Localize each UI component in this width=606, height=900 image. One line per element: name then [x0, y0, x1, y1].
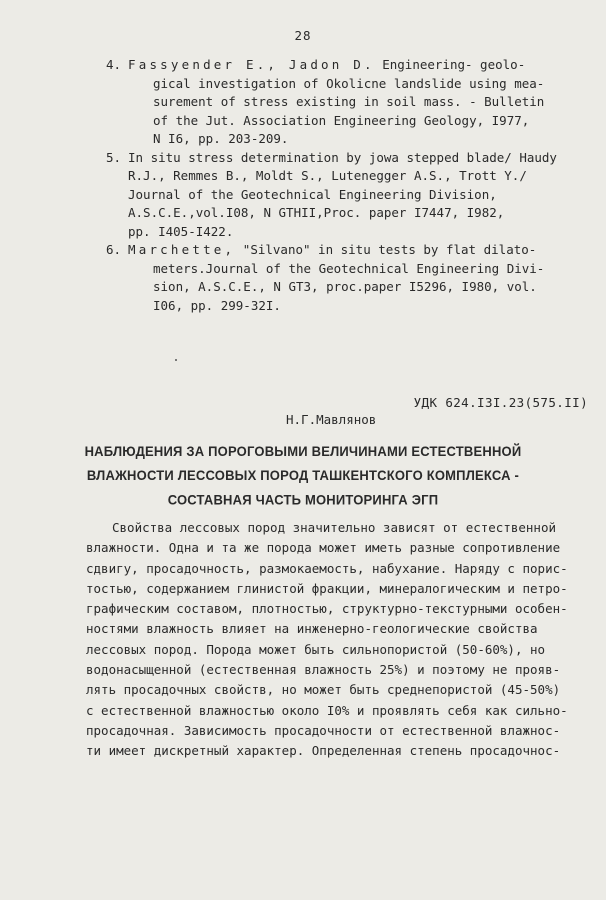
reference-body [128, 149, 596, 242]
scan-speck [175, 359, 177, 361]
reference-number: 5. [106, 149, 122, 165]
reference-body [128, 56, 596, 149]
reference-body [128, 241, 596, 315]
reference-item [106, 56, 596, 149]
reference-line: gical investigation of Okolicne landslide using mea- [153, 75, 545, 91]
article-body [86, 518, 586, 762]
reference-item [106, 149, 596, 242]
reference-line: I06, pp. 299-32I. [153, 297, 281, 313]
reference-authors: Marchette, [128, 242, 236, 257]
udc-code: УДК 624.I3I.23(575.II) [413, 395, 588, 410]
body-line: влажности. Одна и та же порода может иметь разные сопротивление [86, 540, 561, 556]
reference-line: N I6, pp. 203-209. [153, 131, 289, 146]
title-line: НАБЛЮДЕНИЯ ЗА ПОРОГОВЫМИ ВЕЛИЧИНАМИ ЕСТЕСТВЕННОЙ [84, 443, 522, 460]
body-line: сдвигу, просадочность, размокаемость, набухание. Наряду с порис- [86, 560, 568, 576]
body-line: тостью, содержанием глинистой фракции, минералогическим и петро- [86, 580, 568, 596]
reference-list [106, 56, 596, 315]
body-line: ностями влажность влияет на инженерно-геологические свойства [86, 621, 538, 637]
reference-authors: Fassyender E., Jadon D. [128, 57, 375, 72]
reference-first-line [128, 149, 596, 168]
article-title [0, 439, 606, 511]
body-line: Свойства лессовых пород значительно зависят от естественной [112, 520, 557, 535]
reference-line: pp. I405-I422. [128, 223, 234, 239]
author-name: Н.Г.Мавлянов [286, 412, 377, 427]
reference-title-start: In situ stress determination by jowa stepped blade/ Haudy [128, 149, 557, 165]
reference-line: meters.Journal of the Geotechnical Engineering Divi- [153, 260, 545, 276]
title-line: СОСТАВНАЯ ЧАСТЬ МОНИТОРИНГА ЭГП [167, 491, 439, 508]
reference-line: A.S.C.E.,vol.I08, N GTHII,Proc. paper I7447, I982, [128, 205, 505, 220]
reference-line: of the Jut. Association Engineering Geology, I977, [153, 112, 530, 128]
body-line: лять просадочных свойств, но может быть среднепористой (45-50%) [86, 682, 561, 698]
body-line: графическим составом, плотностью, структурно-текстурными особен- [86, 601, 568, 617]
reference-title-start: Engineering- geolo- [374, 57, 526, 72]
reference-number: 4. [106, 57, 122, 72]
reference-line: surement of stress existing in soil mass. - Bulletin [153, 94, 545, 109]
page-number: 28 [294, 28, 312, 43]
body-line: ти имеет дискретный характер. Определенная степень просадочнос- [86, 743, 561, 759]
body-line: просадочная. Зависимость просадочности от естественной влажнос- [86, 722, 561, 738]
body-line: лессовых пород. Порода может быть сильнопористой (50-60%), но [86, 641, 546, 657]
body-line: с естественной влажностью около I0% и проявлять себя как сильно- [86, 702, 568, 718]
reference-line: R.J., Remmes B., Moldt S., Lutenegger A.S., Trott Y./ [128, 168, 527, 183]
reference-item [106, 241, 596, 315]
reference-line: sion, A.S.C.E., N GT3, proc.paper I5296, I980, vol. [153, 279, 537, 294]
title-line: ВЛАЖНОСТИ ЛЕССОВЫХ ПОРОД ТАШКЕНТСКОГО КОМПЛЕКСА - [86, 467, 520, 484]
reference-number: 6. [106, 242, 122, 257]
reference-first-line [128, 241, 596, 260]
body-line: водонасыщенной (естественная влажность 25%) и поэтому не прояв- [86, 662, 561, 678]
reference-line: Journal of the Geotechnical Engineering Division, [128, 186, 497, 202]
reference-title-start: "Silvano" in situ tests by flat dilato- [235, 242, 537, 257]
reference-first-line [128, 56, 596, 75]
